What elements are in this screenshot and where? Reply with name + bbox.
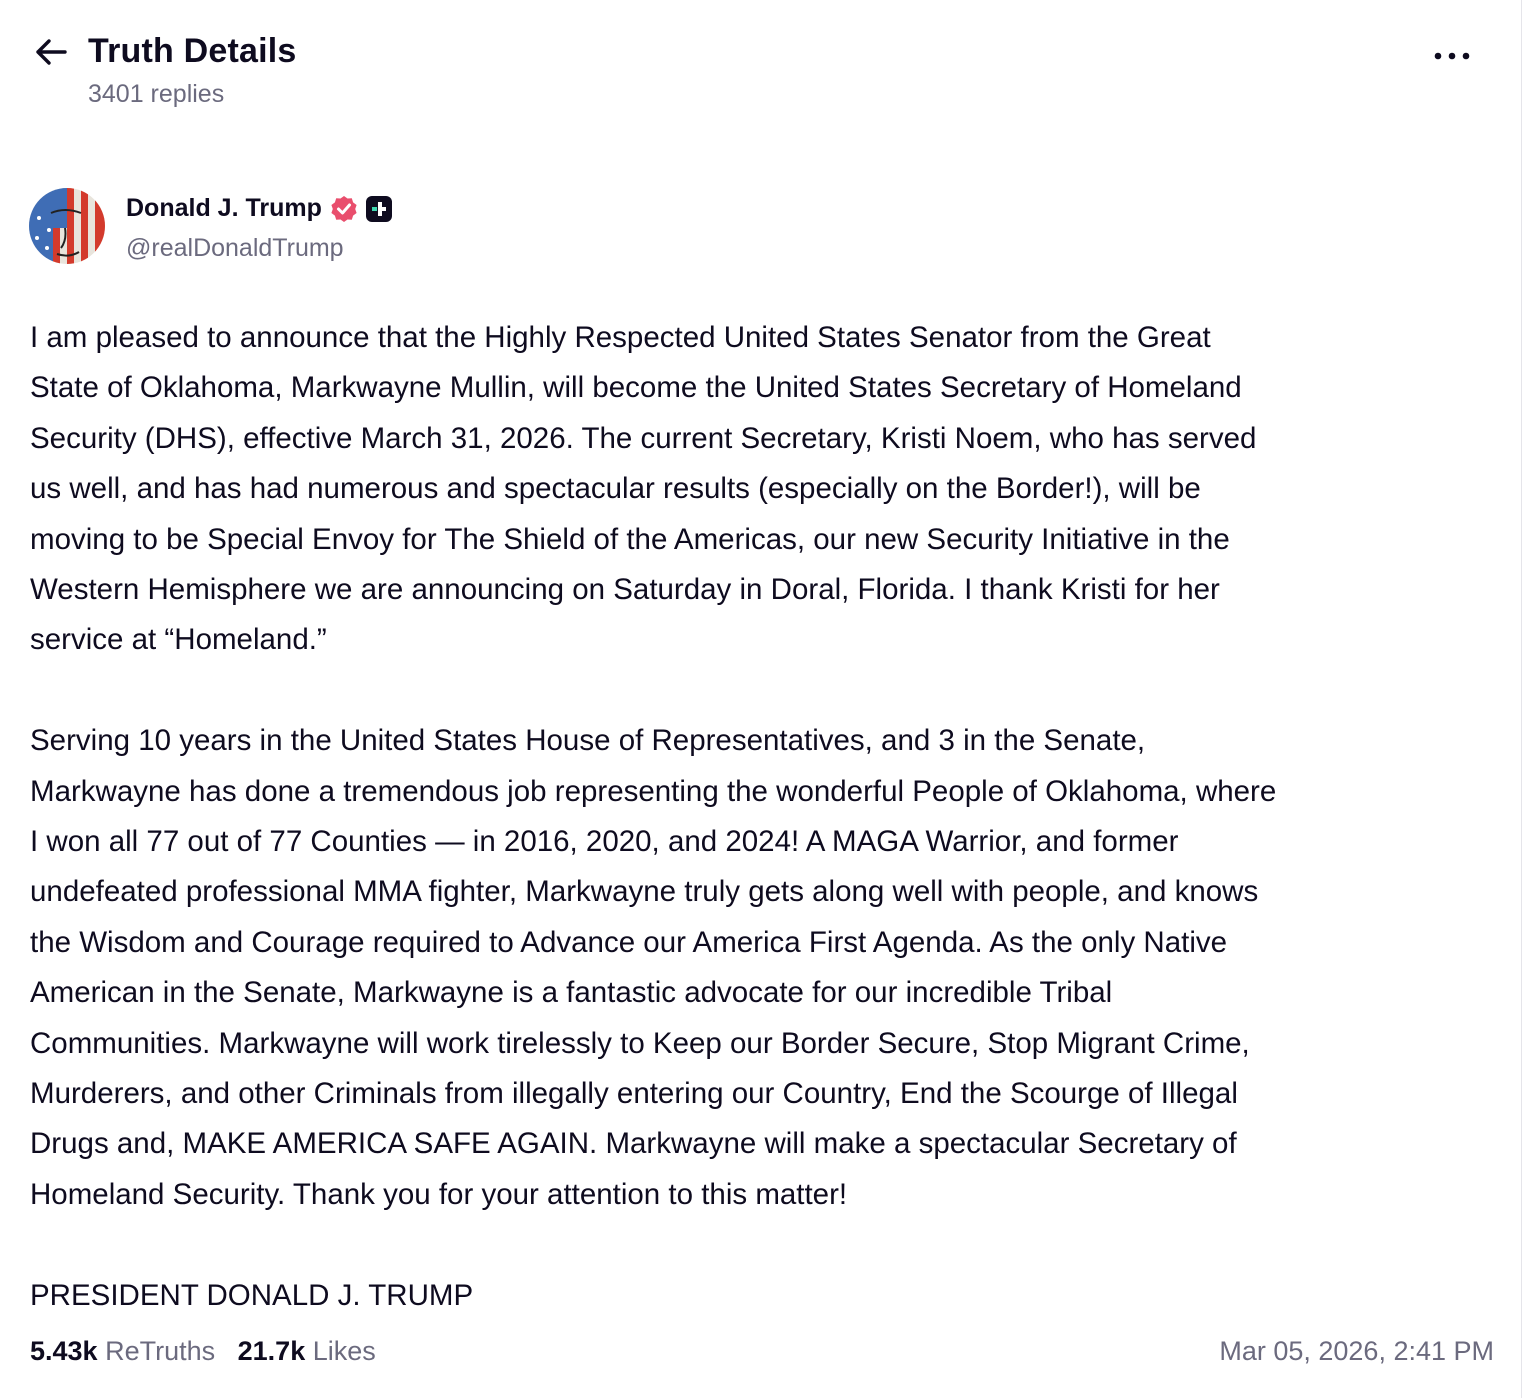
post-text-line: Security (DHS), effective March 31, 2026. The current Secretary, Kristi Noem, who has served: [30, 421, 1257, 455]
engagement-stats: [30, 1336, 376, 1367]
post-text-line: PRESIDENT DONALD J. TRUMP: [30, 1278, 474, 1312]
post-paragraph: [30, 716, 1276, 1220]
replies-count: 3401 replies: [88, 80, 225, 108]
post-text-line: I am pleased to announce that the Highly Respected United States Senator from the Great: [30, 321, 1211, 354]
post-text-line: Murderers, and other Criminals from illegally entering our Country, End the Scourge of Illegal: [30, 1077, 1238, 1111]
post-text-line: the Wisdom and Courage required to Advance our America First Agenda. As the only Native: [30, 925, 1228, 959]
post-text-line: undefeated professional MMA fighter, Markwayne truly gets along well with people, and knows: [30, 875, 1259, 909]
page-title: Truth Details: [88, 32, 297, 70]
truth-plus-badge-icon: [366, 196, 392, 222]
more-options-icon[interactable]: [1432, 44, 1472, 68]
right-border: [1521, 0, 1522, 1398]
back-arrow-icon[interactable]: [34, 36, 68, 68]
post-text-line: service at “Homeland.”: [30, 623, 327, 657]
avatar[interactable]: [29, 188, 105, 264]
post-text-line: I won all 77 out of 77 Counties — in 2016, 2020, and 2024! A MAGA Warrior, and former: [30, 825, 1179, 859]
author-handle[interactable]: @realDonaldTrump: [126, 234, 344, 262]
post-paragraph: [30, 313, 1276, 666]
author-name-row: [126, 194, 392, 223]
retruths-count[interactable]: 5.43k: [30, 1336, 98, 1366]
likes-count[interactable]: 21.7k: [237, 1336, 306, 1366]
post-text-line: Markwayne has done a tremendous job representing the wonderful People of Oklahoma, where: [30, 774, 1277, 808]
post-paragraph: [30, 1271, 1276, 1321]
author-name[interactable]: Donald J. Trump: [126, 194, 322, 222]
verified-badge-icon: [330, 195, 358, 223]
post-text-line: Western Hemisphere we are announcing on Saturday in Doral, Florida. I thank Kristi for her: [30, 573, 1220, 607]
likes-label[interactable]: Likes: [312, 1336, 376, 1366]
post-text-line: State of Oklahoma, Markwayne Mullin, will become the United States Secretary of Homeland: [30, 371, 1242, 405]
post-body: [30, 313, 1276, 1371]
post-text-line: us well, and has had numerous and spectacular results (especially on the Border!), will be: [30, 472, 1201, 506]
post-text-line: American in the Senate, Markwayne is a fantastic advocate for our incredible Tribal: [30, 976, 1113, 1010]
retruths-label[interactable]: ReTruths: [105, 1336, 216, 1366]
post-text-line: Homeland Security. Thank you for your attention to this matter!: [30, 1177, 848, 1211]
post-timestamp: Mar 05, 2026, 2:41 PM: [1219, 1336, 1494, 1366]
post-text-line: Communities. Markwayne will work tirelessly to Keep our Border Secure, Stop Migrant Crime,: [30, 1026, 1250, 1060]
post-text-line: Drugs and, MAKE AMERICA SAFE AGAIN. Markwayne will make a spectacular Secretary of: [30, 1127, 1237, 1161]
post-text-line: moving to be Special Envoy for The Shield of the Americas, our new Security Initiative in the: [30, 522, 1230, 556]
post-text-line: Serving 10 years in the United States House of Representatives, and 3 in the Senate,: [30, 724, 1146, 758]
